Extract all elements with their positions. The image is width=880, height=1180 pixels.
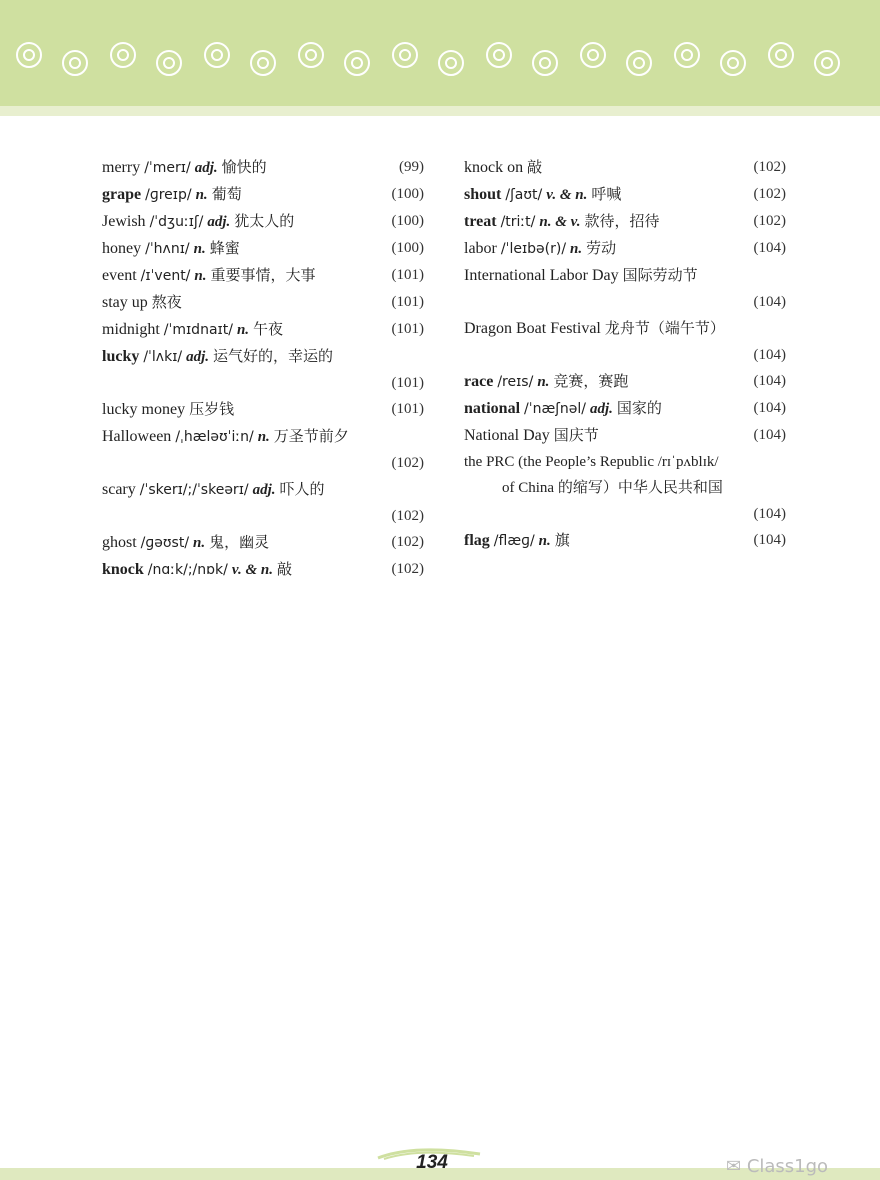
page-ref: (104) <box>753 240 786 256</box>
vocab-entry <box>464 395 786 422</box>
vocab-entry <box>102 556 424 583</box>
vocab-entry <box>464 154 786 181</box>
chinese-meaning: 国庆节 <box>553 426 599 444</box>
header-ring-icon <box>580 42 606 68</box>
part-of-speech: n. <box>570 241 583 257</box>
phonetic: /ɡəʊst/ <box>140 535 190 551</box>
page-ref: (104) <box>753 427 786 443</box>
part-of-speech: n. <box>257 429 270 445</box>
part-of-speech: v. & n. <box>546 187 588 203</box>
header-rule <box>0 106 880 116</box>
vocab-entry <box>102 343 424 396</box>
headword: International Labor Day <box>464 267 619 284</box>
prc-line-1: the PRC (the People’s Republic /rɪˈpʌblɪk/ <box>464 454 719 470</box>
chinese-meaning: 蜂蜜 <box>209 239 240 257</box>
page-ref: (100) <box>391 186 424 202</box>
page-ref: (101) <box>391 294 424 310</box>
chinese-meaning: 呼喊 <box>591 185 622 203</box>
page-ref: (102) <box>391 455 424 471</box>
vocab-entry <box>102 529 424 556</box>
headword: Halloween <box>102 428 172 445</box>
vocab-entry <box>102 316 424 343</box>
headword: event <box>102 267 137 284</box>
phonetic: /ˈnæʃnəl/ <box>524 401 586 417</box>
page-ref: (101) <box>391 321 424 337</box>
part-of-speech: adj. <box>252 482 276 498</box>
wechat-icon: ✉ <box>726 1156 747 1177</box>
vocab-entry <box>102 235 424 262</box>
phonetic: /flæɡ/ <box>493 533 535 549</box>
headword: knock on <box>464 159 524 176</box>
vocab-entry <box>464 181 786 208</box>
headword: stay up <box>102 294 148 311</box>
chinese-meaning: 熬夜 <box>151 293 182 311</box>
chinese-meaning: 旗 <box>554 531 570 549</box>
header-ring-icon <box>250 50 276 76</box>
chinese-meaning: 敲 <box>276 560 292 578</box>
header-ring-icon <box>486 42 512 68</box>
phonetic: /ˈlʌkɪ/ <box>143 349 183 365</box>
page-ref: (99) <box>399 159 424 175</box>
part-of-speech: adj. <box>186 349 210 365</box>
vocab-entry <box>464 422 786 449</box>
part-of-speech: n. <box>195 187 208 203</box>
headword: treat <box>464 213 497 230</box>
vocab-entry <box>102 289 424 316</box>
chinese-meaning: 劳动 <box>586 239 617 257</box>
vocab-entry <box>464 262 786 315</box>
part-of-speech: adj. <box>194 160 218 176</box>
chinese-meaning: 鬼，幽灵 <box>209 533 270 551</box>
phonetic: /reɪs/ <box>497 374 534 390</box>
vocab-entry <box>102 154 424 181</box>
vocab-column-right <box>464 154 786 554</box>
page-ref: (102) <box>753 186 786 202</box>
header-ring-icon <box>814 50 840 76</box>
page-ref: (102) <box>753 213 786 229</box>
prc-line-2: of China 的缩写）中华人民共和国 <box>502 480 723 496</box>
page-ref: (104) <box>753 347 786 363</box>
part-of-speech: v. & n. <box>231 562 273 578</box>
page-number: 134 <box>416 1152 448 1173</box>
chinese-meaning: 国际劳动节 <box>622 266 698 284</box>
headword: shout <box>464 186 502 203</box>
watermark <box>726 1156 828 1177</box>
headword: knock <box>102 561 144 578</box>
header-band <box>0 0 880 106</box>
header-ring-icon <box>110 42 136 68</box>
vocab-column-left <box>102 154 424 583</box>
chinese-meaning: 款待，招待 <box>584 212 660 230</box>
header-ring-icon <box>392 42 418 68</box>
headword: merry <box>102 159 141 176</box>
headword: ghost <box>102 534 137 551</box>
page-ref: (104) <box>753 294 786 310</box>
page-ref: (100) <box>391 240 424 256</box>
phonetic: /ʃaʊt/ <box>505 187 543 203</box>
part-of-speech: n. <box>538 533 551 549</box>
headword: scary <box>102 481 136 498</box>
page-ref: (104) <box>753 532 786 548</box>
chinese-meaning: 压岁钱 <box>189 400 235 418</box>
vocab-entry <box>102 423 424 476</box>
headword: national <box>464 400 521 417</box>
chinese-meaning: 愉快的 <box>221 158 267 176</box>
header-ring-icon <box>720 50 746 76</box>
phonetic: /ˈskerɪ/;/ˈskeərɪ/ <box>139 482 249 498</box>
vocab-entry <box>464 208 786 235</box>
page-ref: (101) <box>391 267 424 283</box>
header-ring-icon <box>16 42 42 68</box>
vocab-entry <box>464 315 786 368</box>
part-of-speech: n. <box>193 535 206 551</box>
headword: lucky <box>102 348 140 365</box>
phonetic: /triːt/ <box>500 214 536 230</box>
headword: flag <box>464 532 490 549</box>
page-ref: (102) <box>391 534 424 550</box>
vocab-entry <box>102 181 424 208</box>
headword: midnight <box>102 321 160 338</box>
phonetic: /ˈleɪbə(r)/ <box>500 241 567 257</box>
chinese-meaning: 午夜 <box>253 320 284 338</box>
part-of-speech: adj. <box>590 401 613 417</box>
vocab-entry <box>102 476 424 529</box>
phonetic: /nɑːk/;/nɒk/ <box>147 562 228 578</box>
page-ref: (101) <box>391 401 424 417</box>
header-ring-icon <box>344 50 370 76</box>
header-ring-icon <box>156 50 182 76</box>
chinese-meaning: 龙舟节（端午节） <box>604 319 725 337</box>
phonetic: /ˈdʒuːɪʃ/ <box>149 214 204 230</box>
part-of-speech: adj. <box>207 214 231 230</box>
vocab-entry <box>464 368 786 395</box>
watermark-text: Class1go <box>746 1156 829 1177</box>
vocab-entry <box>102 208 424 235</box>
chinese-meaning: 重要事情，大事 <box>210 266 316 284</box>
phonetic: /ˈmɪdnaɪt/ <box>163 322 233 338</box>
part-of-speech: n. <box>194 268 207 284</box>
page-ref: (102) <box>753 159 786 175</box>
page-ref: (104) <box>753 373 786 389</box>
header-ring-icon <box>626 50 652 76</box>
headword: Jewish <box>102 213 146 230</box>
headword: grape <box>102 186 142 203</box>
vocab-entry <box>464 235 786 262</box>
phonetic: /ˈmerɪ/ <box>144 160 191 176</box>
page-ref: (104) <box>753 400 786 416</box>
headword: National Day <box>464 427 550 444</box>
phonetic: /ɡreɪp/ <box>145 187 192 203</box>
headword: Dragon Boat Festival <box>464 320 601 337</box>
chinese-meaning: 万圣节前夕 <box>273 427 349 445</box>
page-ref: (102) <box>391 561 424 577</box>
phonetic: /ˌhæləʊˈiːn/ <box>175 429 254 445</box>
chinese-meaning: 竞赛，赛跑 <box>553 372 629 390</box>
header-ring-icon <box>438 50 464 76</box>
chinese-meaning: 葡萄 <box>211 185 242 203</box>
headword: labor <box>464 240 497 257</box>
vocab-entry <box>464 527 786 554</box>
chinese-meaning: 敲 <box>527 158 543 176</box>
header-ring-icon <box>674 42 700 68</box>
header-ring-icon <box>298 42 324 68</box>
chinese-meaning: 运气好的，幸运的 <box>213 347 334 365</box>
headword: lucky money <box>102 401 186 418</box>
part-of-speech: n. & v. <box>539 214 581 230</box>
header-ring-icon <box>204 42 230 68</box>
chinese-meaning: 吓人的 <box>279 480 325 498</box>
vocab-entry <box>102 262 424 289</box>
vocab-entry-prc <box>464 449 786 527</box>
header-ring-icon <box>532 50 558 76</box>
phonetic: /ɪˈvent/ <box>140 268 191 284</box>
headword: race <box>464 373 494 390</box>
vocab-entry <box>102 396 424 423</box>
chinese-meaning: 国家的 <box>616 399 662 417</box>
header-ring-icon <box>768 42 794 68</box>
page-ref: (102) <box>391 508 424 524</box>
part-of-speech: n. <box>236 322 250 338</box>
page-ref: (100) <box>391 213 424 229</box>
headword: honey <box>102 240 142 257</box>
part-of-speech: n. <box>193 241 206 257</box>
header-ring-icon <box>62 50 88 76</box>
chinese-meaning: 犹太人的 <box>234 212 295 230</box>
phonetic: /ˈhʌnɪ/ <box>145 241 190 257</box>
page-ref: (101) <box>391 375 424 391</box>
part-of-speech: n. <box>537 374 550 390</box>
page-ref: (104) <box>753 506 786 522</box>
